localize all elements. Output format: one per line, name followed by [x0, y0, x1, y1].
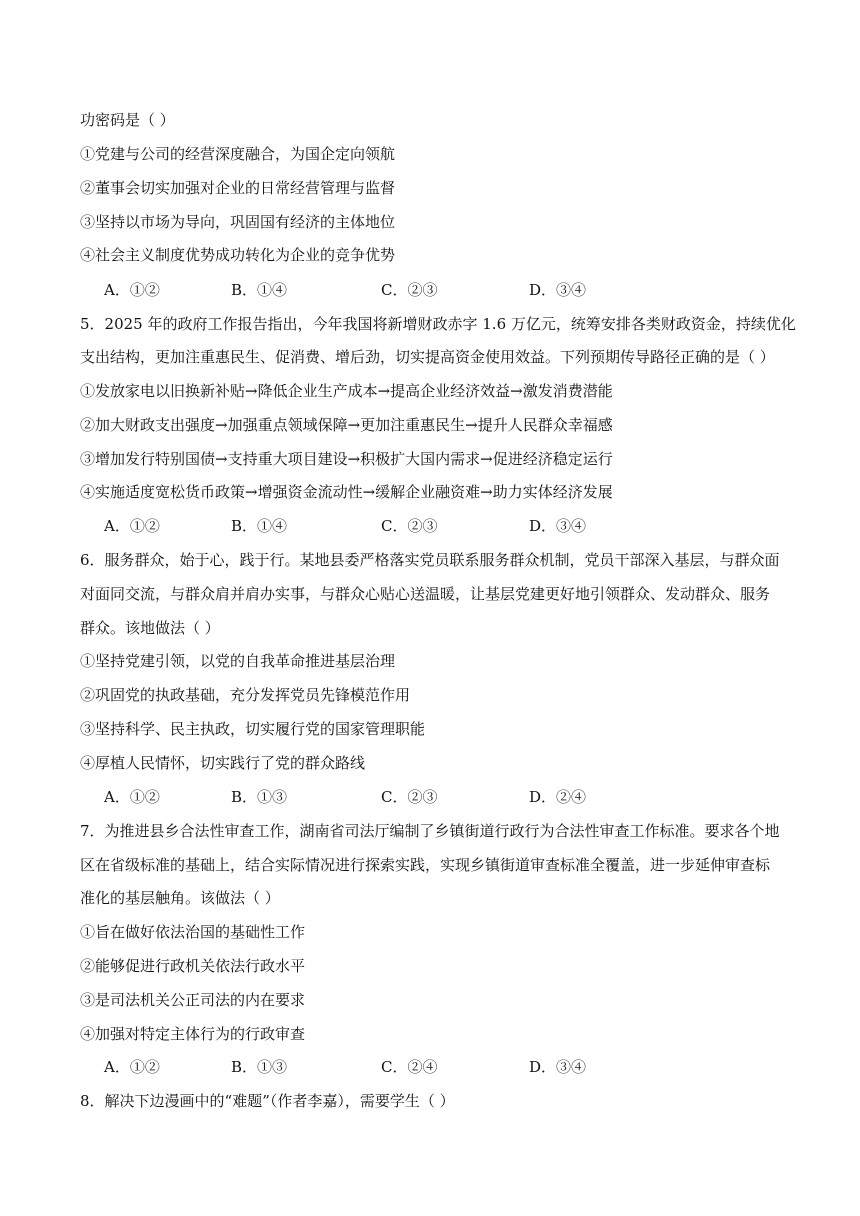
q4-option-3: ③坚持以市场为导向，巩固国有经济的主体地位	[80, 213, 396, 231]
q5-stem-line-2: 支出结构，更加注重惠民生、促消费、增后劲，切实提高资金使用效益。下列预期传导路径正确的是（ ）	[80, 348, 775, 366]
q5-option-2: ②加大财政支出强度→加强重点领域保障→更加注重惠民生→提升人民群众幸福感	[80, 416, 613, 434]
q7-choice-c: C．②④	[381, 1058, 438, 1076]
q6-option-4: ④厚植人民情怀，切实践行了党的群众路线	[80, 754, 366, 772]
q6-stem-line-2: 对面同交流，与群众肩并肩办实事，与群众心贴心送温暖，让基层党建更好地引领群众、发动群众、服务	[80, 585, 771, 603]
q4-stem-tail: 功密码是（ ）	[80, 111, 175, 129]
q6-choice-b: B．①③	[231, 788, 288, 806]
q5-choice-b: B．①④	[231, 517, 288, 535]
q5-choice-a: A．①②	[104, 517, 160, 535]
q7-choice-b: B．①③	[231, 1058, 288, 1076]
q5-option-1: ①发放家电以旧换新补贴→降低企业生产成本→提高企业经济效益→激发消费潜能	[80, 382, 613, 400]
q6-option-2: ②巩固党的执政基础，充分发挥党员先锋模范作用	[80, 686, 411, 704]
q6-choice-c: C．②③	[381, 788, 438, 806]
q4-option-4: ④社会主义制度优势成功转化为企业的竞争优势	[80, 246, 396, 264]
q5-choice-d: D．③④	[529, 517, 587, 535]
q8-stem: 8．解决下边漫画中的“难题”（作者李嘉），需要学生（ ）	[80, 1092, 455, 1110]
q6-option-1: ①坚持党建引领，以党的自我革命推进基层治理	[80, 652, 396, 670]
q7-choice-a: A．①②	[104, 1058, 160, 1076]
q7-stem-line-3: 准化的基层触角。该做法（ ）	[80, 889, 280, 907]
q5-option-3: ③增加发行特别国债→支持重大项目建设→积极扩大国内需求→促进经济稳定运行	[80, 450, 613, 468]
q4-choice-a: A．①②	[104, 281, 160, 299]
q7-choice-d: D．③④	[529, 1058, 587, 1076]
q7-option-1: ①旨在做好依法治国的基础性工作	[80, 923, 306, 941]
q6-stem-line-1: 6．服务群众，始于心，践于行。某地县委严格落实党员联系服务群众机制，党员干部深入基层，与群众面	[80, 551, 780, 569]
q7-option-3: ③是司法机关公正司法的内在要求	[80, 991, 306, 1009]
q5-stem-line-1: 5．2025 年的政府工作报告指出，今年我国将新增财政赤字 1.6 万亿元，统筹安排各类财政资金，持续优化	[80, 315, 796, 333]
q4-choice-c: C．②③	[381, 281, 438, 299]
q5-choice-c: C．②③	[381, 517, 438, 535]
q7-stem-line-2: 区在省级标准的基础上，结合实际情况进行探索实践，实现乡镇街道审查标准全覆盖，进一步延伸审查标	[80, 856, 771, 874]
q7-option-2: ②能够促进行政机关依法行政水平	[80, 957, 306, 975]
q4-option-2: ②董事会切实加强对企业的日常经营管理与监督	[80, 179, 396, 197]
q4-choice-d: D．③④	[529, 281, 587, 299]
q4-choice-b: B．①④	[231, 281, 288, 299]
q7-option-4: ④加强对特定主体行为的行政审查	[80, 1025, 306, 1043]
q7-stem-line-1: 7．为推进县乡合法性审查工作，湖南省司法厅编制了乡镇街道行政行为合法性审查工作标准。要求各个地	[80, 822, 780, 840]
q6-stem-line-3: 群众。该地做法（ ）	[80, 619, 220, 637]
q6-choice-d: D．②④	[529, 788, 587, 806]
q5-option-4: ④实施适度宽松货币政策→增强资金流动性→缓解企业融资难→助力实体经济发展	[80, 483, 613, 501]
q4-option-1: ①党建与公司的经营深度融合，为国企定向领航	[80, 145, 396, 163]
q6-option-3: ③坚持科学、民主执政，切实履行党的国家管理职能	[80, 720, 426, 738]
q6-choice-a: A．①②	[104, 788, 160, 806]
